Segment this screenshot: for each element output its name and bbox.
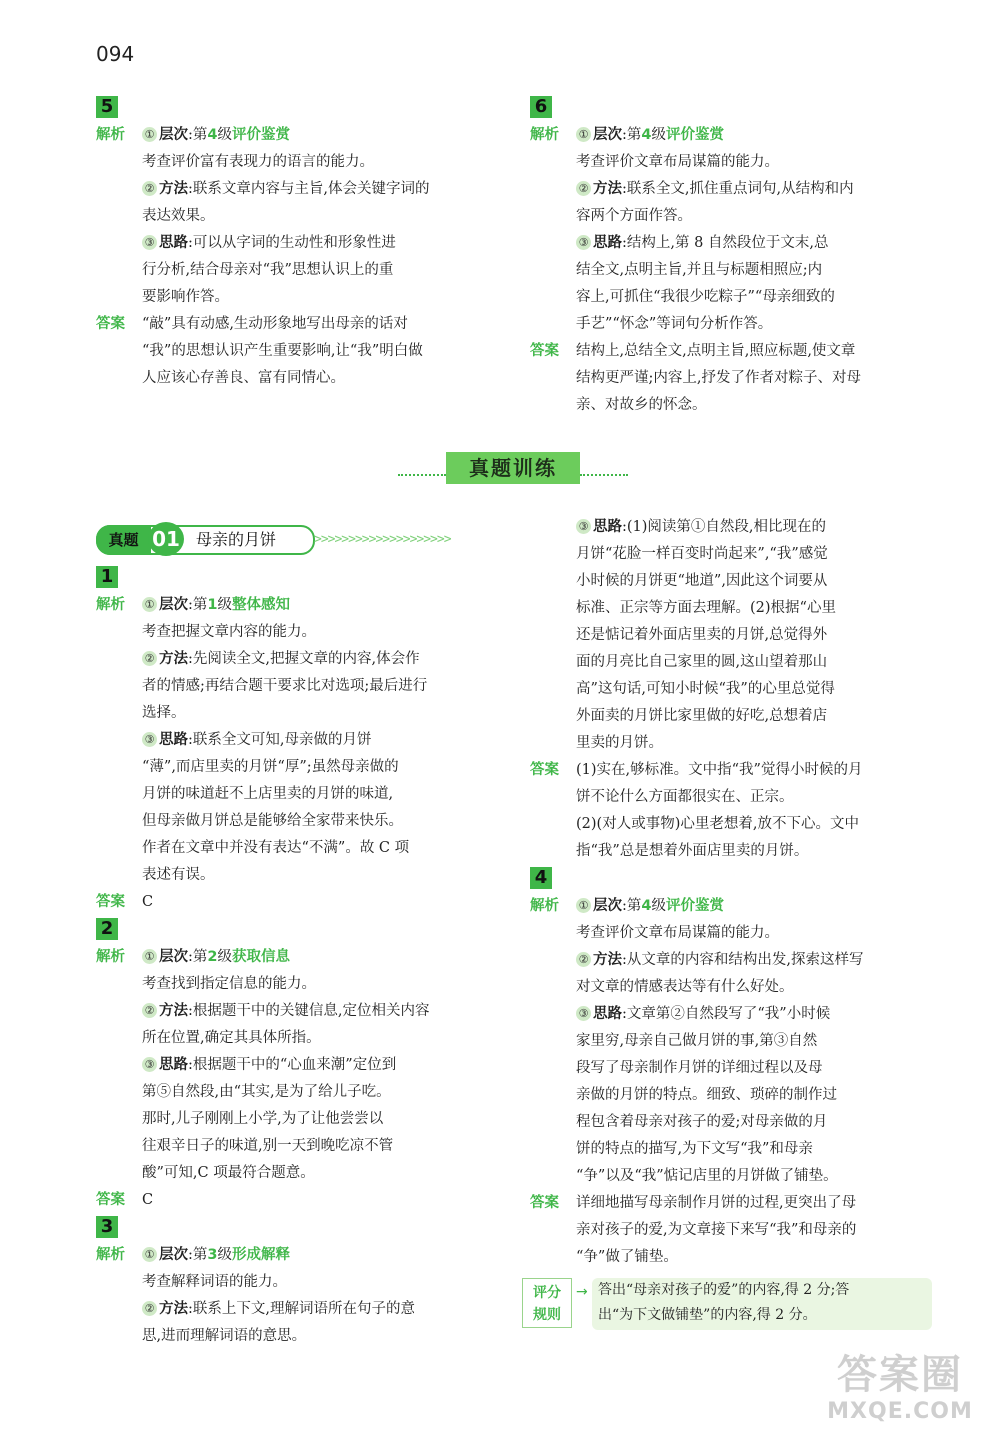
circle-number: ① (576, 127, 591, 142)
text-line: 面的月亮比自己家里的圆,这山望着那山 (576, 654, 828, 670)
dotted-divider (398, 474, 446, 476)
answer-label: 答案 (96, 894, 125, 910)
level-suffix: 级 (217, 127, 232, 143)
circle-number: ① (142, 1247, 157, 1262)
circle-number: ② (142, 1301, 157, 1316)
text-line: 第⑤自然段,由“其实,是为了给儿子吃。 (142, 1084, 391, 1100)
level-number: 3 (207, 1247, 218, 1263)
circle-number: ② (576, 952, 591, 967)
scoring-rule (522, 1278, 932, 1330)
text-line: 月饼的味道赶不上店里卖的月饼的味道, (142, 786, 394, 802)
text-line: 考查评价文章布局谋篇的能力。 (576, 154, 779, 170)
answer-line: 结构更严谨;内容上,抒发了作者对粽子、对母 (576, 370, 861, 386)
analysis-continuation (530, 514, 930, 757)
level-name: 评价鉴赏 (665, 898, 724, 914)
label-line: 评分 (533, 1285, 561, 1301)
text-line: 容两个方面作答。 (576, 208, 692, 224)
circle-number: ① (576, 898, 591, 913)
answer-line: 指“我”总是想着外面店里卖的月饼。 (576, 843, 809, 859)
text-line: :文章第②自然段写了“我”小时候 (622, 1006, 831, 1022)
dotted-divider (580, 474, 628, 476)
text-line: 还是惦记着外面店里卖的月饼,总觉得外 (576, 627, 828, 643)
circle-number: ③ (142, 732, 157, 747)
text-line: 月饼“花脸一样百变时尚起来”,“我”感觉 (576, 546, 828, 562)
question-number: 1 (96, 566, 118, 588)
keyword: 方法 (159, 181, 188, 197)
keyword: 思路 (593, 519, 622, 535)
analysis-label: 解析 (96, 949, 125, 965)
answer-line: 详细地描写母亲制作月饼的过程,更突出了母 (576, 1195, 857, 1211)
analysis-label: 解析 (530, 898, 559, 914)
answer-line: (2)(对人或事物)心里老想着,放不下心。文中 (576, 816, 859, 832)
level-prefix: :第 (622, 898, 642, 914)
answer-line: “争”做了铺垫。 (576, 1249, 678, 1265)
answer-block (530, 757, 930, 865)
analysis-block (96, 592, 496, 889)
keyword: 层次 (159, 1247, 188, 1263)
question-number: 5 (96, 96, 118, 118)
keyword: 思路 (593, 1006, 622, 1022)
answer-line: C (142, 1192, 154, 1208)
analysis-block (96, 1242, 496, 1350)
keyword: 思路 (159, 235, 188, 251)
answer-block (96, 1187, 496, 1214)
text-line: :可以从字词的生动性和形象性进 (188, 235, 396, 251)
circle-number: ① (142, 127, 157, 142)
watermark-logo (810, 1352, 990, 1434)
text-line: 结全文,点明主旨,并且与标题相照应;内 (576, 262, 823, 278)
text-line: 出“为下文做铺垫”的内容,得 2 分。 (598, 1307, 817, 1323)
text-line: 家里穷,母亲自己做月饼的事,第③自然 (576, 1033, 818, 1049)
keyword: 层次 (593, 127, 622, 143)
analysis-label: 解析 (530, 127, 559, 143)
zhenti-title-bar (96, 522, 496, 554)
passage-title: 母亲的月饼 (196, 530, 277, 549)
answer-line: 饼不论什么方面都很实在、正宗。 (576, 789, 794, 805)
level-name: 整体感知 (231, 597, 290, 613)
text-line: 表述有误。 (142, 867, 215, 883)
keyword: 方法 (159, 1301, 188, 1317)
text-line: 行分析,结合母亲对“我”思想认识上的重 (142, 262, 394, 278)
level-suffix: 级 (217, 1247, 232, 1263)
answer-line: 结构上,总结全文,点明主旨,照应标题,使文章 (576, 343, 856, 359)
answer-line: (1)实在,够标准。文中指“我”觉得小时候的月 (576, 762, 863, 778)
level-number: 4 (641, 127, 652, 143)
analysis-label: 解析 (96, 597, 125, 613)
level-prefix: :第 (188, 127, 208, 143)
question-5 (96, 94, 496, 392)
circle-number: ③ (576, 519, 591, 534)
circle-number: ③ (142, 1057, 157, 1072)
analysis-block (96, 122, 496, 311)
question-number: 3 (96, 1216, 118, 1238)
circle-number: ③ (142, 235, 157, 250)
answer-block (530, 338, 930, 419)
keyword: 方法 (593, 952, 622, 968)
analysis-block (530, 893, 930, 1190)
text-line: 者的情感;再结合题干要求比对选项;最后进行 (142, 678, 428, 694)
section-title: 真题训练 (446, 452, 580, 484)
text-line: 答出“母亲对孩子的爱”的内容,得 2 分;答 (598, 1282, 850, 1298)
level-number: 4 (641, 898, 652, 914)
text-line: :(1)阅读第①自然段,相比现在的 (622, 519, 827, 535)
text-line: 亲做的月饼的特点。细致、琐碎的制作过 (576, 1087, 837, 1103)
level-suffix: 级 (651, 898, 666, 914)
text-line: :联系全文,抓住重点词句,从结构和内 (622, 181, 854, 197)
analysis-block (96, 944, 496, 1187)
arrow-decoration: >>>>>>>>>>>>>>>>>>>> (314, 532, 451, 547)
answer-line: C (142, 894, 154, 910)
answer-line: 亲、对故乡的怀念。 (576, 397, 707, 413)
keyword: 方法 (593, 181, 622, 197)
text-line: :根据题干中的“心血来潮”定位到 (188, 1057, 397, 1073)
answer-block (96, 311, 496, 392)
text-line: 那时,儿子刚刚上小学,为了让他尝尝以 (142, 1111, 384, 1127)
text-line: 高”这句话,可知小时候“我”的心里总觉得 (576, 681, 835, 697)
question-1 (96, 564, 496, 1350)
text-line: 思,进而理解词语的意思。 (142, 1328, 307, 1344)
keyword: 思路 (593, 235, 622, 251)
text-line: 但母亲做月饼总是能够给全家带来快乐。 (142, 813, 403, 829)
circle-number: ② (576, 181, 591, 196)
text-line: :结构上,第 8 自然段位于文末,总 (622, 235, 829, 251)
circle-number: ② (142, 181, 157, 196)
answer-line: “我”的思想认识产生重要影响,让“我”明白做 (142, 343, 423, 359)
circle-number: ③ (576, 235, 591, 250)
text-line: 要影响作答。 (142, 289, 229, 305)
level-name: 形成解释 (231, 1247, 290, 1263)
text-line: “争”以及“我”惦记店里的月饼做了铺垫。 (576, 1168, 838, 1184)
circle-number: ① (142, 949, 157, 964)
keyword: 方法 (159, 1003, 188, 1019)
level-suffix: 级 (217, 597, 232, 613)
text-line: 程包含着母亲对孩子的爱;对母亲做的月 (576, 1114, 828, 1130)
question-number: 4 (530, 867, 552, 889)
level-prefix: :第 (622, 127, 642, 143)
level-prefix: :第 (188, 597, 208, 613)
text-line: 往艰辛日子的味道,别一天到晚吃凉不管 (142, 1138, 394, 1154)
text-line: :先阅读全文,把握文章的内容,体会作 (188, 651, 420, 667)
text-line: :从文章的内容和结构出发,探索这样写 (622, 952, 864, 968)
level-number: 1 (207, 597, 218, 613)
answer-label: 答案 (96, 1192, 125, 1208)
answer-label: 答案 (530, 762, 559, 778)
text-line: 考查找到指定信息的能力。 (142, 976, 316, 992)
keyword: 层次 (159, 597, 188, 613)
scoring-rule-label (522, 1278, 572, 1328)
question-number: 6 (530, 96, 552, 118)
watermark-text: 答案圈 (837, 1352, 963, 1398)
question-number: 2 (96, 918, 118, 940)
text-line: 饼的特点的描写,为下文写“我”和母亲 (576, 1141, 813, 1157)
text-line: “薄”,而店里卖的月饼“厚”;虽然母亲做的 (142, 759, 399, 775)
text-line: 酸”可知,C 项最符合题意。 (142, 1165, 315, 1181)
keyword: 层次 (159, 949, 188, 965)
text-line: 所在位置,确定其具体所指。 (142, 1030, 321, 1046)
level-name: 评价鉴赏 (231, 127, 290, 143)
text-line: 作者在文章中并没有表达“不满”。故 C 项 (142, 840, 410, 856)
circle-number: ② (142, 1003, 157, 1018)
text-line: 对文章的情感表达等有什么好处。 (576, 979, 794, 995)
page-number: 094 (96, 42, 135, 66)
analysis-label: 解析 (96, 1247, 125, 1263)
answer-label: 答案 (530, 1195, 559, 1211)
question-6 (530, 94, 930, 419)
text-line: :联系文章内容与主旨,体会关键字词的 (188, 181, 430, 197)
answer-label: 答案 (530, 343, 559, 359)
text-line: 考查评价文章布局谋篇的能力。 (576, 925, 779, 941)
arrow-right-icon: → (576, 1284, 588, 1300)
text-line: 里卖的月饼。 (576, 735, 663, 751)
level-prefix: :第 (188, 949, 208, 965)
section-header (0, 448, 1000, 490)
text-line: 手艺”“怀念”等词句分析作答。 (576, 316, 773, 332)
zhenti-number: 01 (148, 522, 184, 556)
text-line: 表达效果。 (142, 208, 215, 224)
text-line: 考查评价富有表现力的语言的能力。 (142, 154, 374, 170)
level-suffix: 级 (651, 127, 666, 143)
level-number: 4 (207, 127, 218, 143)
level-prefix: :第 (188, 1247, 208, 1263)
answer-line: “敲”具有动感,生动形象地写出母亲的话对 (142, 316, 408, 332)
keyword: 层次 (593, 898, 622, 914)
zhenti-label: 真题 (96, 525, 151, 555)
answer-block (96, 889, 496, 916)
circle-number: ③ (576, 1006, 591, 1021)
text-line: 考查把握文章内容的能力。 (142, 624, 316, 640)
keyword: 方法 (159, 651, 188, 667)
text-line: 考查解释词语的能力。 (142, 1274, 287, 1290)
level-number: 2 (207, 949, 218, 965)
answer-line: 人应该心存善良、富有同情心。 (142, 370, 345, 386)
scoring-rule-text (592, 1278, 932, 1330)
level-suffix: 级 (217, 949, 232, 965)
answer-label: 答案 (96, 316, 125, 332)
level-name: 获取信息 (231, 949, 290, 965)
text-line: 外面卖的月饼比家里做的好吃,总想着店 (576, 708, 828, 724)
watermark-url: MXQE.COM (827, 1399, 973, 1424)
keyword: 层次 (159, 127, 188, 143)
text-line: :联系上下文,理解词语所在句子的意 (188, 1301, 415, 1317)
circle-number: ① (142, 597, 157, 612)
text-line: 容上,可抓住“我很少吃粽子”“母亲细致的 (576, 289, 835, 305)
level-name: 评价鉴赏 (665, 127, 724, 143)
keyword: 思路 (159, 1057, 188, 1073)
analysis-label: 解析 (96, 127, 125, 143)
text-line: 段写了母亲制作月饼的详细过程以及母 (576, 1060, 823, 1076)
text-line: :联系全文可知,母亲做的月饼 (188, 732, 372, 748)
answer-block (530, 1190, 930, 1271)
text-line: :根据题干中的关键信息,定位相关内容 (188, 1003, 430, 1019)
text-line: 标准、正宗等方面去理解。(2)根据“心里 (576, 600, 836, 616)
answer-line: 亲对孩子的爱,为文章接下来写“我”和母亲的 (576, 1222, 857, 1238)
circle-number: ② (142, 651, 157, 666)
analysis-block (530, 122, 930, 338)
right-column-bottom (530, 514, 930, 1271)
text-line: 小时候的月饼更“地道”,因此这个词要从 (576, 573, 828, 589)
text-line: 选择。 (142, 705, 186, 721)
label-line: 规则 (533, 1307, 561, 1323)
keyword: 思路 (159, 732, 188, 748)
